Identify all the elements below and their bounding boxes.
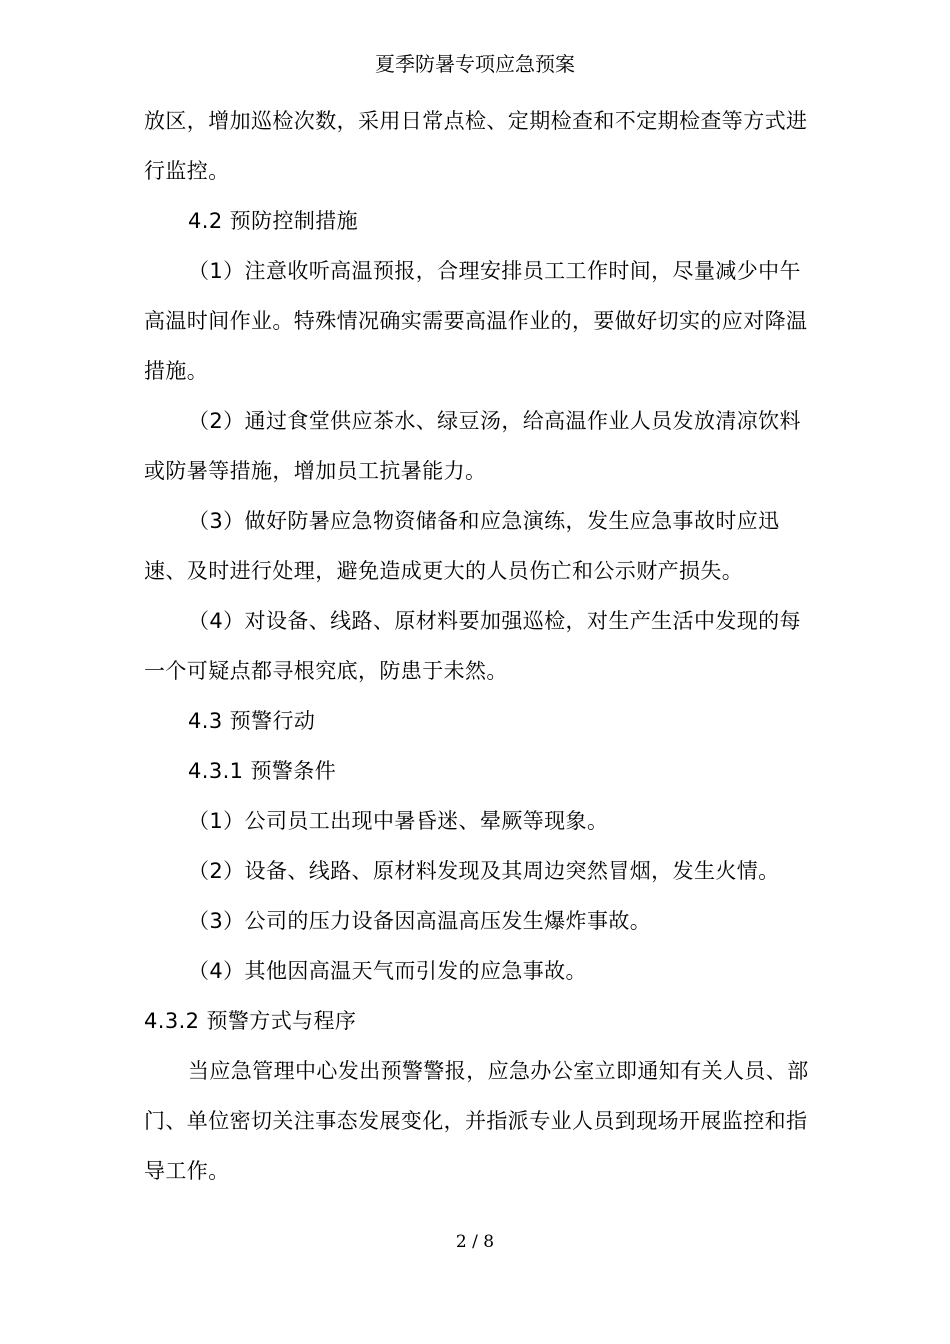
paragraph-monitoring: 放区，增加巡检次数，采用日常点检、定期检查和不定期检查等方式进行监控。: [144, 109, 808, 183]
condition-item-3: （3）公司的压力设备因高温高压发生爆炸事故。: [188, 909, 652, 933]
heading-4-3: 4.3 预警行动: [188, 709, 316, 733]
condition-item-4: （4）其他因高温天气而引发的应急事故。: [188, 959, 587, 983]
measure-item-3: （3）做好防暑应急物资储备和应急演练，发生应急事故时应迅速、及时进行处理，避免造成更大的人员伤亡和公示财产损失。: [144, 509, 780, 583]
heading-4-3-1: 4.3.1 预警条件: [188, 759, 337, 783]
heading-4-3-2: 4.3.2 预警方式与程序: [144, 1009, 357, 1033]
measure-item-2: （2）通过食堂供应茶水、绿豆汤，给高温作业人员发放清凉饮料或防暑等措施，增加员工抗暑能力。: [144, 409, 801, 483]
heading-4-2: 4.2 预防控制措施: [188, 209, 359, 233]
paragraph-warning-procedure: 当应急管理中心发出预警警报，应急办公室立即通知有关人员、部门、单位密切关注事态发展变化，并指派专业人员到现场开展监控和指导工作。: [144, 1059, 809, 1183]
measure-item-1: （1）注意收听高温预报，合理安排员工工作时间，尽量减少中午高温时间作业。特殊情况确实需要高温作业的，要做好切实的应对降温措施。: [144, 259, 808, 383]
condition-item-1: （1）公司员工出现中暑昏迷、晕厥等现象。: [188, 809, 609, 833]
measure-item-4: （4）对设备、线路、原材料要加强巡检，对生产生活中发现的每一个可疑点都寻根究底，防患于未然。: [144, 609, 801, 683]
document-body: [144, 96, 814, 1196]
condition-item-2: （2）设备、线路、原材料发现及其周边突然冒烟，发生火情。: [188, 859, 780, 883]
page-number: 2 / 8: [455, 1232, 495, 1252]
running-header: 夏季防暑专项应急预案: [375, 52, 575, 76]
